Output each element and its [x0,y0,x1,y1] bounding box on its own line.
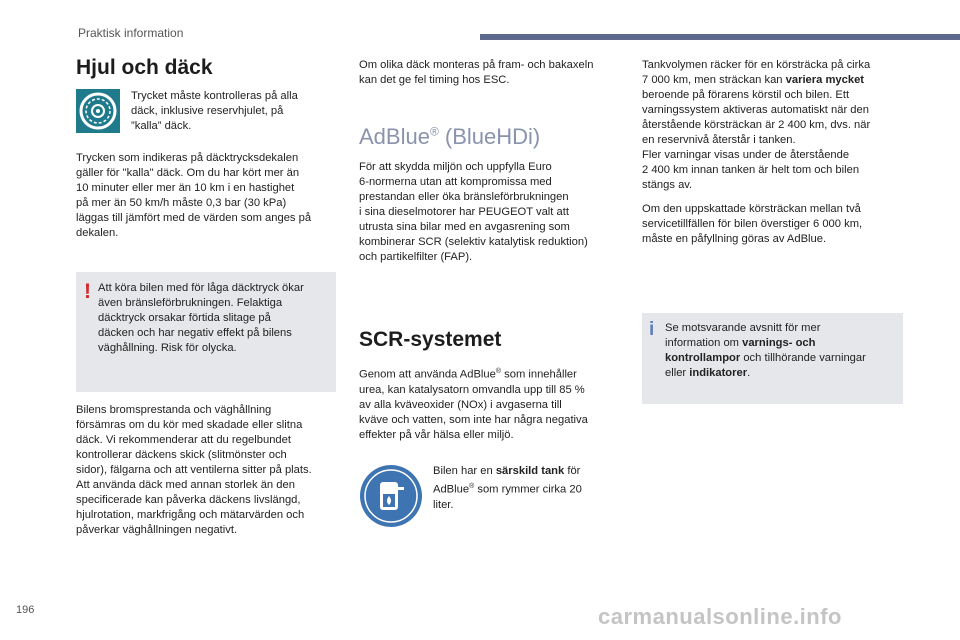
info-text [665,321,900,381]
text-bold: särskild tank [495,465,565,477]
text-bold: kontrollampor [665,352,741,364]
text-line: och partikelfilter (FAP). [359,251,473,263]
text-line: Se motsvarande avsnitt för mer [665,322,821,334]
warning-icon: ! [84,280,91,303]
text-line: gäller för "kalla" däck. Om du har kört mer än [76,167,300,179]
title-scr-system: SCR-systemet [359,328,502,351]
text-part: som innehåller [501,368,577,381]
text-line: i sina dieselmotorer har PEUGEOT valt att [359,206,569,218]
info-box [642,313,903,404]
tire-note [131,89,331,134]
warning-box [76,272,336,392]
text-line [665,336,900,351]
page-number: 196 [16,604,35,616]
text-line: däck, inklusive reservhjulet, på [131,105,284,117]
title-part: (BlueHDi) [438,124,541,149]
registered-mark: ® [469,483,475,490]
text-part: 7 000 km, men sträckan kan [642,74,786,86]
text-line: även bränsleförbrukningen. Felaktiga [98,297,283,309]
text-line: Fler varningar visas under de återstående [642,149,850,161]
tank-note [433,464,633,513]
tire-icon [76,89,120,133]
text-line: kontrollerar däckens skick (slitmönster och [76,449,287,461]
text-line: dekalen. [76,227,119,239]
esc-text [359,58,629,88]
text-part: för [564,465,581,477]
text-part: . [747,367,751,379]
adblue-tank-icon [359,464,423,528]
text-line: utrusta sina bilar med en avgasrening som [359,221,570,233]
text-line [642,73,912,88]
text-line: prestandan eller öka bränsleförbrukningen [359,191,569,203]
text-line [359,364,629,383]
text-part: eller [665,367,690,379]
text-line: en reservnivå återstår i tanken. [642,134,796,146]
text-line: Om olika däck monteras på fram- och bakaxeln [359,59,594,71]
text-bold: variera mycket [785,74,865,86]
text-bold: indikatorer [689,367,748,379]
text-line: kombinerar SCR (selektiv katalytisk reduktion) [359,236,588,248]
text-part: och tillhörande varningar [740,352,866,364]
text-line: kväve och vatten, som inte har några negativa [359,413,588,426]
text-line: beroende på förarens körstil och bilen. Ett [642,89,850,101]
text-line: specificerade kan påverka däckens livslängd, [76,494,301,506]
registered-mark: ® [495,368,502,375]
text-part: Bilen har en [433,465,496,477]
text-bold: varnings- och [742,337,816,349]
text-line [665,366,900,381]
text-line: liter. [433,498,454,511]
header-bar [480,34,960,40]
scr-text [359,364,629,443]
text-line: Tankvolymen räcker för en körsträcka på cirka [642,59,871,71]
text-part: som rymmer cirka 20 [474,483,582,496]
text-line: Om den uppskattade körsträckan mellan två [642,203,861,215]
text-part: information om [665,337,743,349]
text-part: Genom att använda AdBlue [359,368,496,381]
text-line: För att skydda miljön och uppfylla Euro [359,161,552,173]
text-line: måste en påfyllning göras av AdBlue. [642,233,827,245]
text-line: sidor), fälgarna och att ventilerna sitter på plats. [76,464,312,476]
text-line: ”kalla” däck. [131,120,192,132]
text-line: däcken och har negativ effekt på bilens [98,327,292,339]
text-line: effekter på vår hälsa eller miljö. [359,428,514,441]
text-line: läggas till jämfört med de värden som anges på [76,212,312,224]
text-line: av alla kväveoxider (NOx) i avgaserna till [359,398,562,411]
text-line: däck. Vi rekommenderar att du regelbundet [76,434,291,446]
text-line: återstående körsträckan är 2 400 km, dvs. när [642,119,871,131]
text-line [665,351,900,366]
registered-mark: ® [429,124,439,139]
text-line: Bilens bromsprestanda och väghållning [76,404,272,416]
text-line: försämras om du kör med skadade eller slitna [76,419,303,431]
text-line: 6-normerna utan att kompromissa med [359,176,552,188]
title-wheels-tires: Hjul och däck [76,56,213,79]
text-line: påverkar väghållningen negativt. [76,524,238,536]
text-line: Trycken som indikeras på däcktrycksdekalen [76,152,299,164]
text-line: däcktryck orsakar förtida slitage på [98,312,271,324]
text-line: 2 400 km innan tanken är helt tom och bilen [642,164,860,176]
text-line: väghållning. Risk för olycka. [98,342,237,354]
text-line [433,464,633,479]
text-line: 10 minuter eller mer än 10 km i en hastighet [76,182,295,194]
text-line: hjulrotation, markfrigång och mätarvärden och [76,509,305,521]
text-line: urea, kan katalysatorn omvandla upp till 85 % [359,383,585,396]
text-line: varningssystem aktiveras automatiskt när den [642,104,869,116]
adblue-text [359,160,629,265]
text-line [433,479,633,498]
text-line: stängs av. [642,179,693,191]
section-header: Praktisk information [78,26,184,40]
text-line: Att använda däck med annan storlek än den [76,479,295,491]
service-text [642,202,912,247]
text-part: AdBlue [433,483,470,496]
watermark: carmanualsonline.info [598,604,842,629]
text-line: Trycket måste kontrolleras på alla [131,90,298,102]
text-line: Att köra bilen med för låga däcktryck ökar [98,282,304,294]
pressure-text [76,151,341,241]
title-part: AdBlue [359,124,430,149]
warning-text [98,281,334,356]
title-adblue [359,124,540,150]
info-icon: i [649,319,655,340]
braking-text [76,403,346,538]
text-line: på mer än 50 km/h måste 0,3 bar (30 kPa) [76,197,287,209]
tank-volume-text [642,58,912,193]
text-line: kan det ge fel timing hos ESC. [359,74,510,86]
text-line: servicetillfällen för bilen överstiger 6 000 km, [642,218,863,230]
